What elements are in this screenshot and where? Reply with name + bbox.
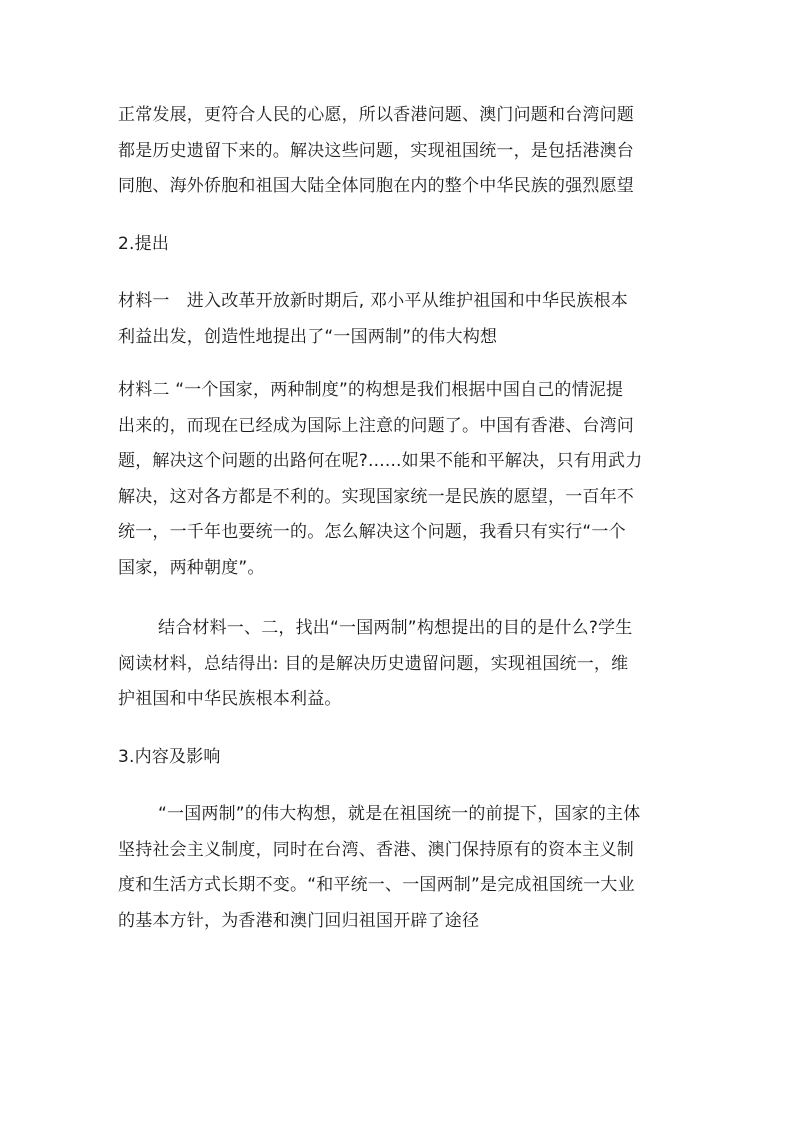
text-line: 的基本方针，为香港和澳门回归祖国开辟了途径 (118, 910, 480, 931)
text-line: 材料一 进入改革开放新时期后, 邓小平从维护祖国和中华民族根本 (118, 291, 629, 311)
material-2-paragraph (118, 373, 684, 586)
text-line: 出来的，而现在已经成为国际上注意的问题了。中国有香港、台湾问 (118, 415, 634, 436)
document-page (118, 98, 684, 939)
text-line: 统一，一千年也要统一的。怎么解决这个问题，我看只有实行“一个 (118, 522, 626, 542)
section-heading-2 (118, 227, 684, 263)
text-line: 正常发展，更符合人民的心愿，所以香港问题、澳门问题和台湾问题 (118, 105, 634, 125)
text-line: 坚持社会主义制度，同时在台湾、香港、澳门保持原有的资本主义制 (118, 839, 634, 860)
intro-paragraph (118, 98, 684, 205)
analysis-paragraph (118, 611, 684, 718)
text-line: 国家，两种朝度”。 (118, 557, 265, 578)
text-line: 解决，这对各方都是不利的。实现国家统一是民族的愿望，一百年不 (118, 486, 634, 507)
text-line: “一国两制”的伟大构想，就是在祖国统一的前提下，国家的主体 (158, 804, 641, 824)
heading-text: 2.提出 (118, 233, 170, 254)
text-line: 护祖国和中华民族根本利益。 (118, 689, 342, 709)
text-line: 题，解决这个问题的出路何在呢?......如果不能和平解决，只有用武力 (118, 451, 643, 471)
section-heading-3 (118, 740, 684, 776)
heading-text: 3.内容及影响 (118, 746, 221, 767)
text-line: 同胞、海外侨胞和祖国大陆全体同胞在内的整个中华民族的强烈愿望 (118, 176, 634, 196)
text-line: 结合材料一、二，找出“一国两制”构想提出的目的是什么?学生 (158, 618, 633, 638)
text-line: 都是历史遗留下来的。解决这些问题，实现祖国统一，是包括港澳台 (118, 140, 634, 161)
material-1-paragraph (118, 284, 684, 355)
text-line: 材料二 “一个国家，两种制度”的构想是我们根据中国自己的情泥提 (118, 380, 624, 400)
text-line: 度和生活方式长期不变。“和平统一、一国两制”是完成祖国统一大业 (118, 875, 635, 895)
content-paragraph (118, 797, 684, 939)
text-line: 阅读材料，总结得出: 目的是解决历史遗留问题，实现祖国统一，维 (118, 653, 629, 674)
text-line: 利益出发，创造性地提出了“一国两制”的伟大构想 (118, 326, 498, 347)
